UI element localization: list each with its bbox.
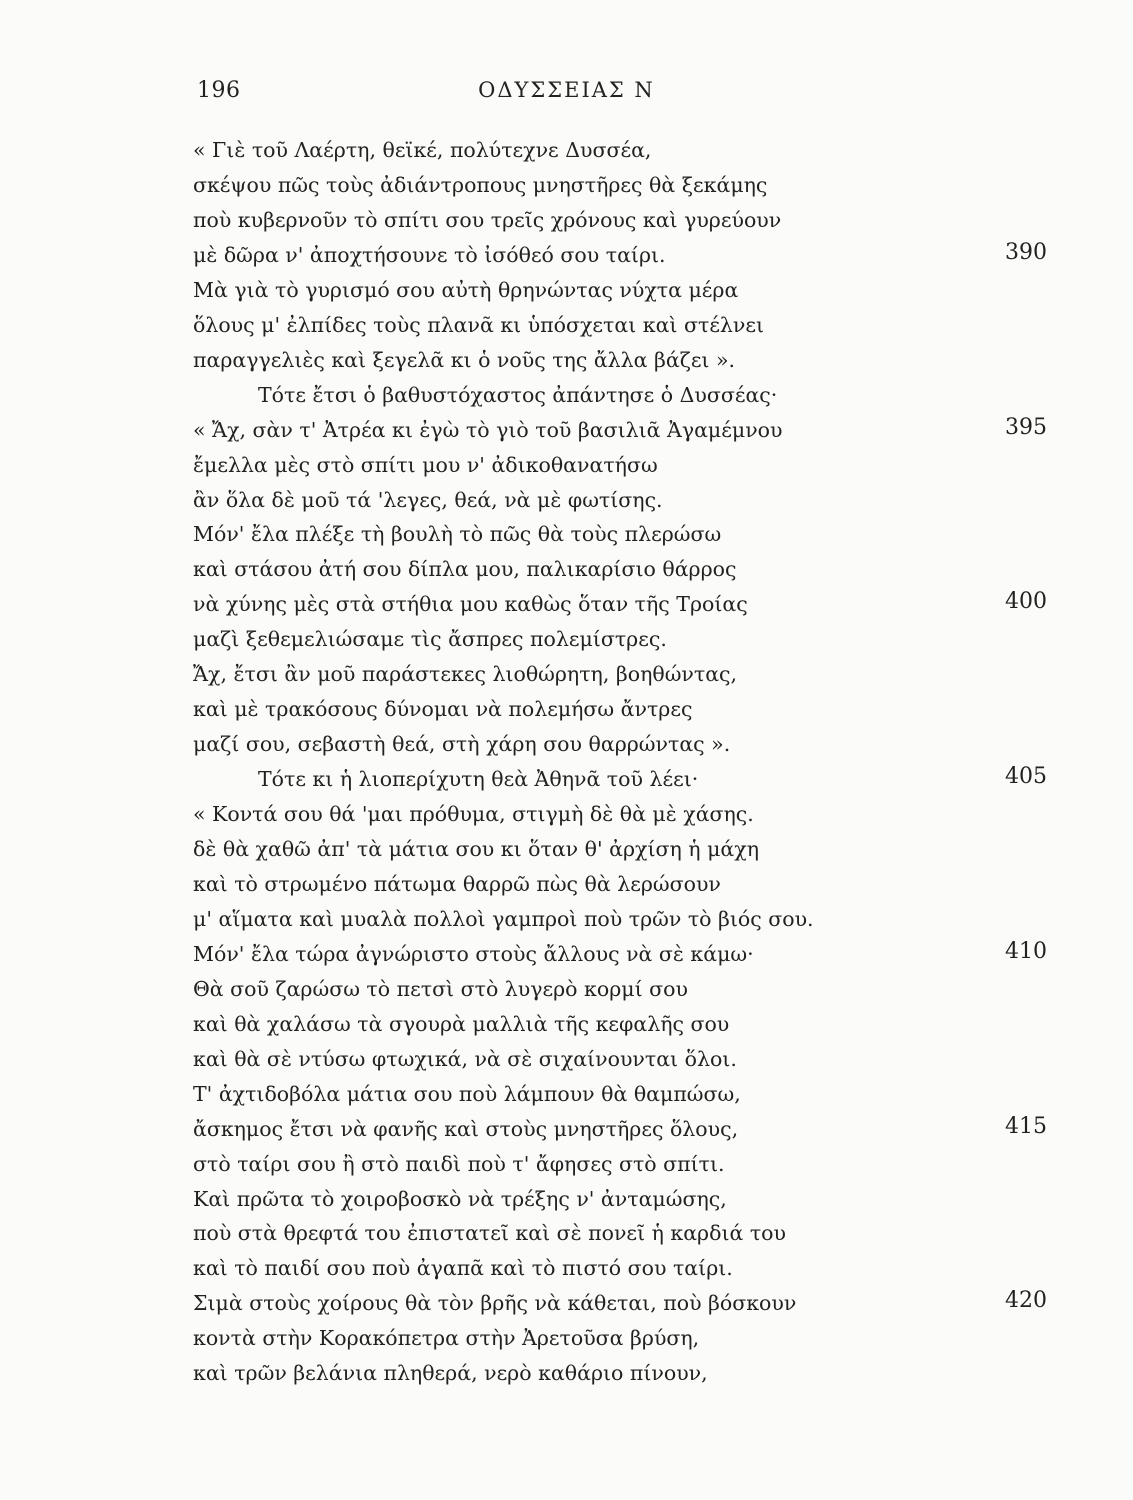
verse-line: Μόν' ἔλα πλέξε τὴ βουλὴ τὸ πῶς θὰ τοὺς πλερώσω (193, 522, 722, 546)
line-number: 390 (1005, 240, 1047, 265)
verse-line: ποὺ κυβερνοῦν τὸ σπίτι σου τρεῖς χρόνους καὶ γυρεύουν (193, 208, 782, 232)
line-number: 415 (1005, 1114, 1047, 1139)
verse-line: ἄσκημος ἔτσι νὰ φανῆς καὶ στοὺς μνηστῆρες ὅλους, (193, 1117, 739, 1141)
verse-line: καὶ τὸ στρωμένο πάτωμα θαρρῶ πὼς θὰ λερώσουν (193, 872, 721, 896)
verse-line: Τότε ἔτσι ὁ βαθυστόχαστος ἀπάντησε ὁ Δυσσέας· (258, 383, 778, 407)
verse-line: Σιμὰ στοὺς χοίρους θὰ τὸν βρῆς νὰ κάθεται, ποὺ βόσκουν (193, 1291, 797, 1315)
verse-line: καὶ μὲ τρακόσους δύνομαι νὰ πολεμήσω ἄντρες (193, 697, 693, 721)
verse-line: « Γιὲ τοῦ Λαέρτη, θεϊκέ, πολύτεχνε Δυσσέα, (193, 138, 652, 162)
line-number: 420 (1005, 1288, 1047, 1313)
line-number: 410 (1005, 939, 1047, 964)
verse-line: Θὰ σοῦ ζαρώσω τὸ πετσὶ στὸ λυγερὸ κορμί σου (193, 977, 688, 1001)
line-number: 395 (1005, 415, 1047, 440)
line-number: 405 (1005, 764, 1047, 789)
verse-line: ὅλους μ' ἐλπίδες τοὺς πλανᾶ κι ὑπόσχεται καὶ στέλνει (193, 313, 765, 337)
verse-line: Μόν' ἔλα τώρα ἀγνώριστο στοὺς ἄλλους νὰ σὲ κάμω· (193, 942, 754, 966)
verse-line: καὶ θὰ χαλάσω τὰ σγουρὰ μαλλιὰ τῆς κεφαλῆς σου (193, 1012, 730, 1036)
verse-line: δὲ θὰ χαθῶ ἀπ' τὰ μάτια σου κι ὅταν θ' ἀρχίση ἡ μάχη (193, 837, 759, 861)
verse-line: καὶ θὰ σὲ ντύσω φτωχικά, νὰ σὲ σιχαίνουνται ὅλοι. (193, 1047, 737, 1071)
verse-line: « Ἄχ, σὰν τ' Ἀτρέα κι ἐγὼ τὸ γιὸ τοῦ βασιλιᾶ Ἀγαμέμνου (193, 418, 783, 442)
verse-line: καὶ τὸ παιδί σου ποὺ ἀγαπᾶ καὶ τὸ πιστό σου ταίρι. (193, 1256, 733, 1280)
verse-line: Μὰ γιὰ τὸ γυρισμό σου αὐτὴ θρηνώντας νύχτα μέρα (193, 278, 739, 302)
running-head: ΟΔΥΣΣΕΙΑΣ Ν (478, 78, 655, 102)
verse-line: ἂν ὅλα δὲ μοῦ τά 'λεγες, θεά, νὰ μὲ φωτίσης. (193, 488, 663, 512)
verse-line: μ' αἵματα καὶ μυαλὰ πολλοὶ γαμπροὶ ποὺ τρῶν τὸ βιός σου. (193, 907, 814, 931)
verse-line: ἔμελλα μὲς στὸ σπίτι μου ν' ἀδικοθανατήσω (193, 453, 658, 477)
verse-line: καὶ στάσου ἀτή σου δίπλα μου, παλικαρίσιο θάρρος (193, 557, 737, 581)
verse-line: κοντὰ στὴν Κορακόπετρα στὴν Ἀρετοῦσα βρύση, (193, 1326, 700, 1350)
verse-line: στὸ ταίρι σου ἢ στὸ παιδὶ ποὺ τ' ἄφησες στὸ σπίτι. (193, 1152, 725, 1176)
verse-line: μαζί σου, σεβαστὴ θεά, στὴ χάρη σου θαρρώντας ». (193, 732, 731, 756)
verse-line: « Κοντά σου θά 'μαι πρόθυμα, στιγμὴ δὲ θὰ μὲ χάσης. (193, 802, 754, 826)
verse-line: Τότε κι ἡ λιοπερίχυτη θεὰ Ἀθηνᾶ τοῦ λέει· (258, 767, 699, 791)
verse-line: ποὺ στὰ θρεφτά του ἐπιστατεῖ καὶ σὲ πονεῖ ἡ καρδιά του (193, 1221, 786, 1245)
page-number: 196 (197, 78, 241, 103)
verse-line: Τ' ἀχτιδοβόλα μάτια σου ποὺ λάμπουν θὰ θαμπώσω, (193, 1082, 741, 1106)
verse-line: παραγγελιὲς καὶ ξεγελᾶ κι ὁ νοῦς της ἄλλα βάζει ». (193, 348, 736, 372)
verse-line: μὲ δῶρα ν' ἀποχτήσουνε τὸ ἰσόθεό σου ταίρι. (193, 243, 666, 267)
verse-line: καὶ τρῶν βελάνια πληθερά, νερὸ καθάριο πίνουν, (193, 1361, 708, 1385)
verse-line: Ἄχ, ἔτσι ἂν μοῦ παράστεκες λιοθώρητη, βοηθώντας, (193, 662, 738, 686)
verse-line: μαζὶ ξεθεμελιώσαμε τὶς ἄσπρες πολεμίστρες. (193, 627, 667, 651)
verse-line: σκέψου πῶς τοὺς ἀδιάντροπους μνηστῆρες θὰ ξεκάμης (193, 173, 768, 197)
verse-line: νὰ χύνης μὲς στὰ στήθια μου καθὼς ὅταν τῆς Τροίας (193, 592, 748, 616)
line-number: 400 (1005, 589, 1047, 614)
verse-line: Καὶ πρῶτα τὸ χοιροβοσκὸ νὰ τρέξης ν' ἀνταμώσης, (193, 1187, 727, 1211)
